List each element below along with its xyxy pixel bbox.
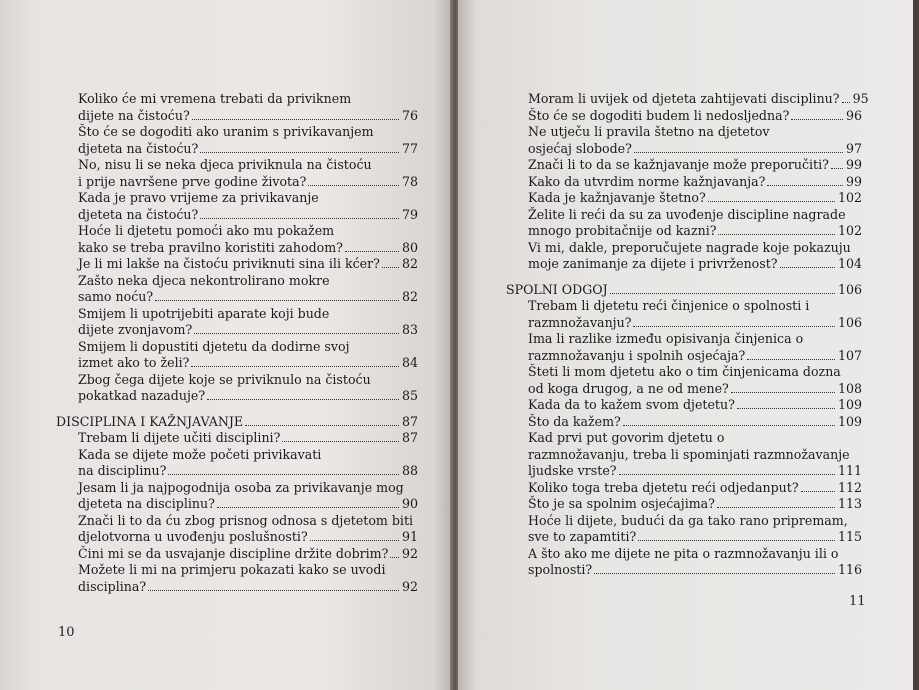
toc-page-ref: 92 xyxy=(401,578,418,594)
toc-entry-last-line xyxy=(56,496,418,513)
toc-page-ref: 97 xyxy=(845,140,862,156)
toc-entry-title: Znači li to da se kažnjavanje može preporučiti? xyxy=(528,157,829,172)
toc-entry-line: Možete li mi na primjeru pokazati kako se uvodi xyxy=(78,562,386,577)
toc-entry-title: pokatkad nazaduje? xyxy=(78,388,206,403)
toc-entry-title: samo noću? xyxy=(78,289,154,304)
toc-page-ref: 106 xyxy=(837,281,862,297)
section-gap xyxy=(506,273,862,282)
toc-page-ref: 112 xyxy=(837,479,862,495)
toc-entry-last-line xyxy=(506,315,862,332)
toc-entry-title: od koga drugog, a ne od mene? xyxy=(528,380,729,396)
dot-leader xyxy=(634,152,843,153)
toc-entry-title: Trebam li dijete učiti disciplini? xyxy=(78,430,281,445)
toc-entry xyxy=(506,157,862,174)
toc-entry-line: A što ako me dijete ne pita o razmnožavanju ili o xyxy=(528,545,839,561)
toc-entry xyxy=(506,414,862,431)
toc-entry-last-line xyxy=(56,430,418,447)
toc-entry-line: Što će se dogoditi ako uranim s privikavanjem xyxy=(78,124,374,139)
dot-leader xyxy=(191,366,399,367)
dot-leader xyxy=(718,234,834,235)
toc-entry-line: Jesam li ja najpogodnija osoba za privikavanje mog xyxy=(78,479,404,495)
toc-entry xyxy=(56,256,418,273)
toc-entry-last-line xyxy=(506,381,862,398)
toc-entry-last-line xyxy=(56,256,418,273)
dot-leader xyxy=(638,540,835,541)
toc-entry-last-line xyxy=(506,562,862,579)
toc-entry-title: Kako da utvrdim norme kažnjavanja? xyxy=(528,173,766,189)
toc-entry xyxy=(56,372,418,405)
dot-leader xyxy=(155,300,399,301)
left-page xyxy=(0,0,452,690)
toc-entry-title: razmnožavanju? xyxy=(528,314,632,330)
toc-entry-title: dijete zvonjavom? xyxy=(78,322,193,337)
toc-entry-line: Hoće li dijete, budući da ga tako rano pripremam, xyxy=(528,512,848,528)
toc-entry-line: Zbog čega dijete koje se priviknulo na čistoću xyxy=(78,371,371,387)
toc-entry-line: Vi mi, dakle, preporučujete nagrade koje pokazuju xyxy=(528,239,851,255)
toc-entry-last-line xyxy=(56,546,418,563)
toc-entry-title: Je li mi lakše na čistoću priviknuti sina ili kćer? xyxy=(78,256,380,271)
toc-entry-last-line xyxy=(506,397,862,414)
toc-entry xyxy=(56,190,418,223)
toc-entry-title: izmet ako to želi? xyxy=(78,355,190,370)
dot-leader xyxy=(594,573,835,574)
toc-entry-last-line xyxy=(56,207,418,224)
dot-leader xyxy=(708,201,835,202)
toc-entry xyxy=(506,190,862,207)
toc-entry-last-line xyxy=(506,174,862,191)
toc-entry xyxy=(506,364,862,397)
toc-page-ref: 102 xyxy=(837,190,862,205)
toc-entry-last-line xyxy=(506,496,862,513)
toc-entry-line: Ne utječu li pravila štetno na djetetov xyxy=(528,124,770,139)
dot-leader xyxy=(610,293,835,294)
toc-page-ref: 91 xyxy=(401,529,418,544)
dot-leader xyxy=(731,392,835,393)
toc-entry-title: sve to zapamtiti? xyxy=(528,529,637,544)
dot-leader xyxy=(194,333,399,334)
toc-list xyxy=(56,91,418,595)
toc-entry-line: Ima li razlike između opisivanja činjenica o xyxy=(528,331,804,346)
toc-entry xyxy=(506,240,862,273)
toc-entry-line: Koliko će mi vremena trebati da priviknem xyxy=(78,91,352,106)
toc-entry-last-line xyxy=(506,108,862,125)
toc-entry-title: Kada da to kažem svom djetetu? xyxy=(528,397,735,412)
toc-page-ref: 79 xyxy=(401,206,418,222)
toc-entry xyxy=(506,207,862,240)
toc-page-ref: 87 xyxy=(401,430,418,445)
toc-entry-last-line xyxy=(56,322,418,339)
dot-leader xyxy=(831,168,843,169)
toc-entry-line: razmnožavanju, treba li spominjati razmnožavanje xyxy=(528,446,850,462)
toc-entry-last-line xyxy=(56,141,418,158)
toc-entry-last-line xyxy=(56,579,418,596)
toc-page-ref: 104 xyxy=(837,256,862,271)
toc-entry xyxy=(56,562,418,595)
toc-page-ref: 88 xyxy=(401,463,418,478)
toc-entry xyxy=(506,108,862,125)
toc-entry-title: moje zanimanje za dijete i privrženost? xyxy=(528,256,778,271)
dot-leader xyxy=(801,491,835,492)
toc-entry-last-line xyxy=(506,529,862,546)
toc-entry-line: Kada je pravo vrijeme za privikavanje xyxy=(78,190,319,205)
toc-entry xyxy=(56,546,418,563)
toc-entry-last-line xyxy=(56,463,418,480)
toc-entry-title: Kada je kažnjavanje štetno? xyxy=(528,190,706,205)
dot-leader xyxy=(245,425,399,426)
toc-list xyxy=(506,91,869,579)
toc-entry xyxy=(506,124,862,157)
toc-page-ref: 108 xyxy=(837,380,862,396)
toc-page-ref: 83 xyxy=(401,322,418,337)
dot-leader xyxy=(207,399,399,400)
toc-page-ref: 92 xyxy=(401,545,418,561)
toc-entry-line: Kada se dijete može početi privikavati xyxy=(78,446,322,462)
toc-entry-last-line xyxy=(506,157,862,174)
dot-leader xyxy=(200,152,399,153)
toc-page-ref: 85 xyxy=(401,388,418,403)
dot-leader xyxy=(168,474,399,475)
toc-entry xyxy=(506,496,862,513)
toc-page-ref: 96 xyxy=(845,107,862,123)
toc-page-ref: 109 xyxy=(837,413,862,429)
toc-entry-line: Smijem li dopustiti djetetu da dodirne svoj xyxy=(78,338,350,354)
toc-entry xyxy=(56,513,418,546)
toc-entry-last-line xyxy=(56,388,418,405)
dot-leader xyxy=(717,507,835,508)
toc-entry-title: djeteta na čistoću? xyxy=(78,140,199,156)
toc-entry-last-line xyxy=(56,174,418,191)
dot-leader xyxy=(842,102,850,103)
page-number: 11 xyxy=(849,594,866,609)
toc-entry xyxy=(506,480,862,497)
toc-page-ref: 90 xyxy=(401,496,418,511)
toc-entry-line: Kad prvi put govorim djetetu o xyxy=(528,430,725,445)
toc-entry xyxy=(56,223,418,256)
toc-entry-last-line xyxy=(506,223,862,240)
toc-entry xyxy=(506,397,862,414)
toc-entry xyxy=(506,546,862,579)
toc-entry-line: Šteti li mom djetetu ako o tim činjenicama dozna xyxy=(528,364,841,379)
dot-leader xyxy=(791,119,843,120)
toc-page-ref: 76 xyxy=(401,107,418,123)
toc-entry-title: kako se treba pravilno koristiti zahodom? xyxy=(78,239,343,255)
toc-entry-last-line xyxy=(506,463,862,480)
toc-entry xyxy=(506,298,862,331)
dot-leader xyxy=(767,185,843,186)
dot-leader xyxy=(282,441,399,442)
toc-entry xyxy=(506,331,862,364)
dot-leader xyxy=(623,425,835,426)
toc-entry-title: DISCIPLINA I KAŽNJAVANJE xyxy=(56,413,244,429)
toc-section-heading xyxy=(506,282,862,299)
toc-entry-last-line xyxy=(506,348,862,365)
dot-leader xyxy=(308,185,399,186)
toc-page-ref: 113 xyxy=(837,496,862,511)
toc-entry-last-line xyxy=(506,282,862,299)
toc-entry-last-line xyxy=(506,91,869,108)
section-gap xyxy=(56,405,418,414)
page-number: 10 xyxy=(58,625,75,640)
toc-entry-title: Moram li uvijek od djeteta zahtijevati disciplinu? xyxy=(528,91,840,106)
toc-page-ref: 111 xyxy=(837,463,862,478)
toc-entry xyxy=(56,480,418,513)
toc-page-ref: 106 xyxy=(837,314,862,330)
toc-entry-last-line xyxy=(56,355,418,372)
toc-entry-title: razmnožavanju i spolnih osjećaja? xyxy=(528,347,746,363)
toc-entry xyxy=(56,91,418,124)
dot-leader xyxy=(390,557,399,558)
toc-entry xyxy=(56,430,418,447)
toc-section-heading xyxy=(56,414,418,431)
toc-entry-last-line xyxy=(56,289,418,306)
toc-entry-line: No, nisu li se neka djeca priviknula na čistoću xyxy=(78,157,372,172)
toc-entry-line: Trebam li djetetu reći činjenice o spolnosti i xyxy=(528,298,810,313)
dot-leader xyxy=(310,540,399,541)
toc-entry-title: osjećaj slobode? xyxy=(528,140,632,156)
toc-entry-last-line xyxy=(56,240,418,257)
toc-entry xyxy=(56,157,418,190)
toc-page-ref: 99 xyxy=(845,157,862,172)
toc-page-ref: 99 xyxy=(845,173,862,189)
toc-entry-title: djelotvorna u uvođenju poslušnosti? xyxy=(78,529,308,544)
toc-entry-title: SPOLNI ODGOJ xyxy=(506,281,608,297)
toc-page-ref: 109 xyxy=(837,397,862,412)
toc-entry-last-line xyxy=(56,529,418,546)
toc-entry-last-line xyxy=(56,108,418,125)
toc-entry-title: Što će se dogoditi budem li nedosljedna? xyxy=(528,107,790,123)
toc-entry-last-line xyxy=(506,480,862,497)
toc-entry-title: mnogo probitačnije od kazni? xyxy=(528,223,717,238)
toc-entry-line: Hoće li djetetu pomoći ako mu pokažem xyxy=(78,223,335,238)
toc-entry-line: Znači li to da ću zbog prisnog odnosa s djetetom biti xyxy=(78,512,414,528)
toc-page-ref: 78 xyxy=(401,173,418,189)
toc-entry xyxy=(506,430,862,480)
toc-entry-line: Smijem li upotrijebiti aparate koji bude xyxy=(78,305,330,321)
dot-leader xyxy=(619,474,835,475)
toc-page-ref: 95 xyxy=(852,91,869,106)
toc-entry-last-line xyxy=(56,414,418,431)
toc-entry-title: ljudske vrste? xyxy=(528,463,617,478)
toc-entry xyxy=(56,273,418,306)
toc-entry xyxy=(56,447,418,480)
toc-entry-last-line xyxy=(506,414,862,431)
dot-leader xyxy=(382,267,399,268)
toc-entry-title: disciplina? xyxy=(78,578,147,594)
toc-entry xyxy=(506,513,862,546)
dot-leader xyxy=(737,408,835,409)
toc-entry xyxy=(506,91,869,108)
dot-leader xyxy=(633,326,835,327)
dot-leader xyxy=(192,119,399,120)
toc-page-ref: 77 xyxy=(401,140,418,156)
toc-entry-line: Želite li reći da su za uvođenje discipline nagrade xyxy=(528,206,846,222)
dot-leader xyxy=(148,590,399,591)
toc-entry-title: Čini mi se da usvajanje discipline držite dobrim? xyxy=(78,545,389,561)
toc-entry-line: Zašto neka djeca nekontrolirano mokre xyxy=(78,272,330,288)
toc-entry-last-line xyxy=(506,141,862,158)
toc-page-ref: 102 xyxy=(837,223,862,238)
toc-entry xyxy=(506,174,862,191)
toc-entry-title: Koliko toga treba djetetu reći odjedanput? xyxy=(528,479,799,495)
toc-page-ref: 107 xyxy=(837,347,862,363)
toc-entry xyxy=(56,306,418,339)
toc-entry xyxy=(56,339,418,372)
toc-entry-title: spolnosti? xyxy=(528,562,593,577)
toc-page-ref: 84 xyxy=(401,355,418,370)
toc-entry-last-line xyxy=(506,190,862,207)
toc-entry-last-line xyxy=(506,256,862,273)
toc-entry-title: i prije navršene prve godine života? xyxy=(78,173,307,189)
dot-leader xyxy=(200,218,399,219)
toc-entry-title: Što da kažem? xyxy=(528,413,621,429)
toc-entry-title: na disciplinu? xyxy=(78,463,167,478)
dot-leader xyxy=(780,267,835,268)
toc-page-ref: 87 xyxy=(401,413,418,429)
toc-page-ref: 80 xyxy=(401,239,418,255)
toc-page-ref: 82 xyxy=(401,289,418,304)
right-page xyxy=(458,0,913,690)
dot-leader xyxy=(217,507,399,508)
toc-entry-title: dijete na čistoću? xyxy=(78,107,190,123)
toc-page-ref: 115 xyxy=(837,529,862,544)
toc-page-ref: 82 xyxy=(401,256,418,271)
dot-leader xyxy=(747,359,835,360)
toc-entry xyxy=(56,124,418,157)
toc-entry-title: djeteta na čistoću? xyxy=(78,206,199,222)
toc-entry-title: Što je sa spolnim osjećajima? xyxy=(528,496,715,511)
dot-leader xyxy=(345,251,399,252)
toc-entry-title: djeteta na disciplinu? xyxy=(78,496,215,511)
toc-page-ref: 116 xyxy=(837,562,862,577)
